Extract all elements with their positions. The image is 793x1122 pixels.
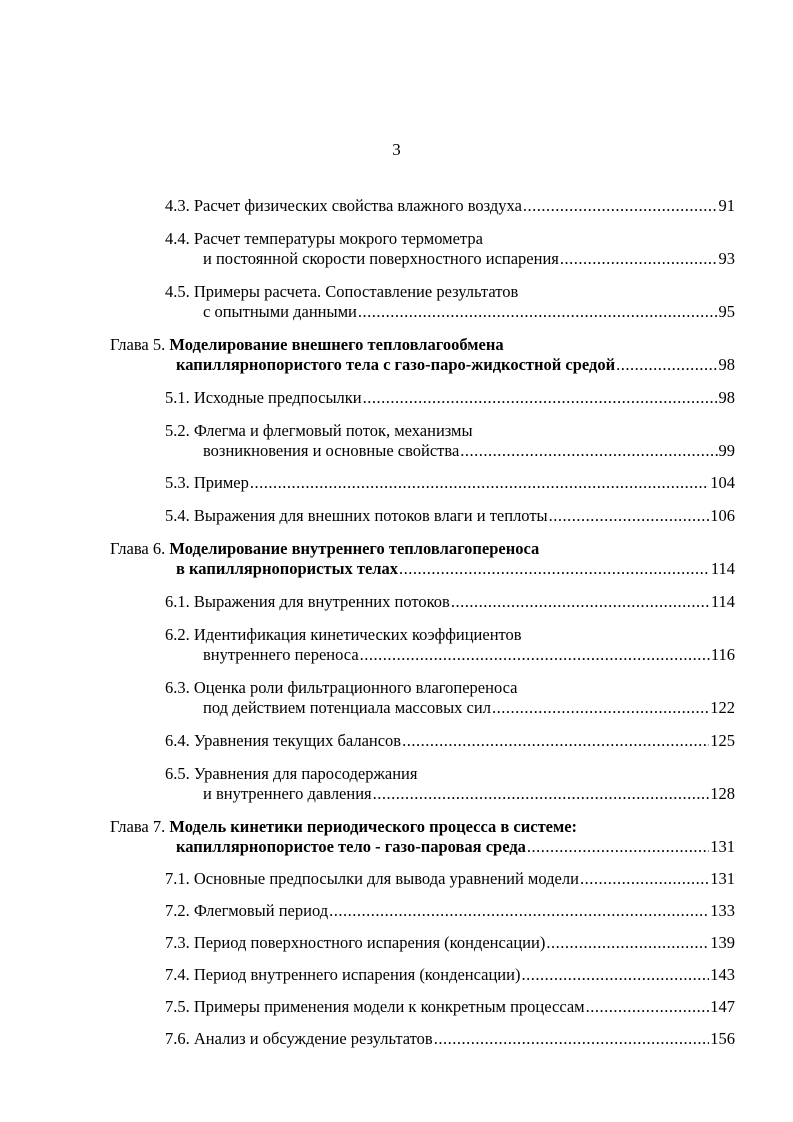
toc-page-number: 139 [710, 933, 735, 952]
toc-page-number: 133 [710, 901, 735, 920]
toc-entry-7-3[interactable] [165, 933, 735, 953]
toc-entry-label: под действием потенциала массовых сил [203, 698, 491, 717]
toc-entry-label: 7.5. Примеры применения модели к конкретным процессам [165, 997, 585, 1016]
chapter-title: капиллярнопористое тело - газо-паровая среда [176, 837, 526, 856]
toc-page-number: 98 [718, 355, 735, 374]
toc-entry-label: 5.4. Выражения для внешних потоков влаги и теплоты [165, 506, 548, 525]
toc-entry-label: 4.3. Расчет физических свойства влажного воздуха [165, 196, 522, 215]
toc-entry-label: 6.4. Уравнения текущих балансов [165, 731, 402, 750]
toc-page-number: 91 [718, 196, 735, 215]
toc-page-number: 156 [710, 1029, 735, 1048]
toc-entry-label: и внутреннего давления [203, 784, 372, 803]
toc-page-number: 95 [718, 302, 735, 321]
toc-entry-label: 5.2. Флегма и флегмовый поток, механизмы [165, 421, 473, 440]
toc-entry-6-5-cont[interactable] [203, 784, 735, 804]
toc-entry-7-4[interactable] [165, 965, 735, 985]
dot-leader [358, 302, 718, 322]
toc-page-number: 93 [718, 249, 735, 268]
toc-page-number: 125 [710, 731, 735, 750]
toc-entry-label: 7.4. Период внутреннего испарения (конденсации) [165, 965, 521, 984]
dot-leader [580, 869, 709, 889]
toc-entry-label: 5.3. Пример [165, 473, 249, 492]
toc-page-number: 147 [710, 997, 735, 1016]
toc-entry-7-5[interactable] [165, 997, 735, 1017]
toc-entry-7-2[interactable] [165, 901, 735, 921]
toc-entry-5-4[interactable] [165, 506, 735, 526]
chapter-prefix: Глава 6. [110, 539, 170, 558]
toc-entry-6-2-cont[interactable] [203, 645, 735, 665]
chapter-prefix: Глава 7. [110, 817, 170, 836]
dot-leader [373, 784, 710, 804]
toc-chapter-5-cont[interactable] [176, 355, 735, 375]
toc-entry-4-3[interactable] [165, 196, 735, 216]
toc-entry-label: 6.5. Уравнения для паросодержания [165, 764, 418, 783]
toc-chapter-6-cont[interactable] [176, 559, 735, 579]
dot-leader [460, 441, 717, 461]
toc-page-number: 98 [718, 388, 735, 407]
dot-leader [451, 592, 710, 612]
chapter-title: капиллярнопористого тела с газо-паро-жидкостной средой [176, 355, 616, 374]
toc-entry-label: 4.4. Расчет температуры мокрого термометра [165, 229, 483, 248]
toc-entry-5-3[interactable] [165, 473, 735, 493]
toc-chapter-5[interactable] [110, 335, 735, 355]
dot-leader [329, 901, 709, 921]
toc-entry-5-2[interactable] [165, 421, 735, 441]
toc-page-number: 114 [710, 559, 735, 578]
toc-page-number: 116 [710, 645, 735, 664]
toc-entry-label: с опытными данными [203, 302, 357, 321]
toc-page-number: 106 [710, 506, 735, 525]
toc-chapter-7[interactable] [110, 817, 735, 837]
toc-entry-label: 6.3. Оценка роли фильтрационного влагопереноса [165, 678, 518, 697]
toc-entry-label: возникновения и основные свойства [203, 441, 460, 460]
toc-entry-label: 7.6. Анализ и обсуждение результатов [165, 1029, 433, 1048]
toc-entry-6-1[interactable] [165, 592, 735, 612]
chapter-title: в капиллярнопористых телах [176, 559, 399, 578]
toc-entry-6-5[interactable] [165, 764, 735, 784]
toc-page-number: 143 [710, 965, 735, 984]
toc-page-number: 128 [710, 784, 735, 803]
dot-leader [527, 837, 709, 857]
toc-entry-5-2-cont[interactable] [203, 441, 735, 461]
toc-entry-4-4-cont[interactable] [203, 249, 735, 269]
toc-entry-label: 7.3. Период поверхностного испарения (конденсации) [165, 933, 546, 952]
dot-leader [523, 196, 718, 216]
dot-leader [492, 698, 709, 718]
toc-entry-4-5-cont[interactable] [203, 302, 735, 322]
dot-leader [616, 355, 717, 375]
dot-leader [549, 506, 710, 526]
toc-entry-label: 6.2. Идентификация кинетических коэффициентов [165, 625, 522, 644]
dot-leader [402, 731, 709, 751]
toc-chapter-6[interactable] [110, 539, 735, 559]
dot-leader [363, 388, 718, 408]
toc-entry-6-3[interactable] [165, 678, 735, 698]
toc-entry-label: 4.5. Примеры расчета. Сопоставление результатов [165, 282, 519, 301]
toc-page-number: 104 [710, 473, 735, 492]
toc-entry-6-4[interactable] [165, 731, 735, 751]
toc-entry-label: и постоянной скорости поверхностного испарения [203, 249, 559, 268]
dot-leader [399, 559, 710, 579]
chapter-prefix: Глава 5. [110, 335, 170, 354]
dot-leader [586, 997, 710, 1017]
toc-page-number: 114 [710, 592, 735, 611]
toc-entry-label: 5.1. Исходные предпосылки [165, 388, 362, 407]
toc-entry-label: 7.2. Флегмовый период [165, 901, 329, 920]
page-number: 3 [392, 140, 401, 159]
toc-entry-label: 7.1. Основные предпосылки для вывода уравнений модели [165, 869, 579, 888]
toc-page-number: 122 [710, 698, 735, 717]
dot-leader [360, 645, 710, 665]
toc-page-number: 99 [718, 441, 735, 460]
toc-page-number: 131 [710, 869, 735, 888]
toc-entry-6-2[interactable] [165, 625, 735, 645]
toc-entry-label: 6.1. Выражения для внутренних потоков [165, 592, 450, 611]
toc-page-number: 131 [710, 837, 735, 856]
toc-entry-4-4[interactable] [165, 229, 735, 249]
dot-leader [434, 1029, 710, 1049]
dot-leader [250, 473, 709, 493]
toc-entry-5-1[interactable] [165, 388, 735, 408]
toc-entry-7-6[interactable] [165, 1029, 735, 1049]
dot-leader [521, 965, 709, 985]
toc-entry-7-1[interactable] [165, 869, 735, 889]
chapter-title: Моделирование внешнего тепловлагообмена [169, 335, 504, 354]
toc-entry-6-3-cont[interactable] [203, 698, 735, 718]
toc-entry-4-5[interactable] [165, 282, 735, 302]
dot-leader [546, 933, 709, 953]
dot-leader [560, 249, 718, 269]
chapter-title: Моделирование внутреннего тепловлагопереноса [169, 539, 540, 558]
toc-chapter-7-cont[interactable] [176, 837, 735, 857]
chapter-title: Модель кинетики периодического процесса в системе: [169, 817, 578, 836]
toc-entry-label: внутреннего переноса [203, 645, 359, 664]
